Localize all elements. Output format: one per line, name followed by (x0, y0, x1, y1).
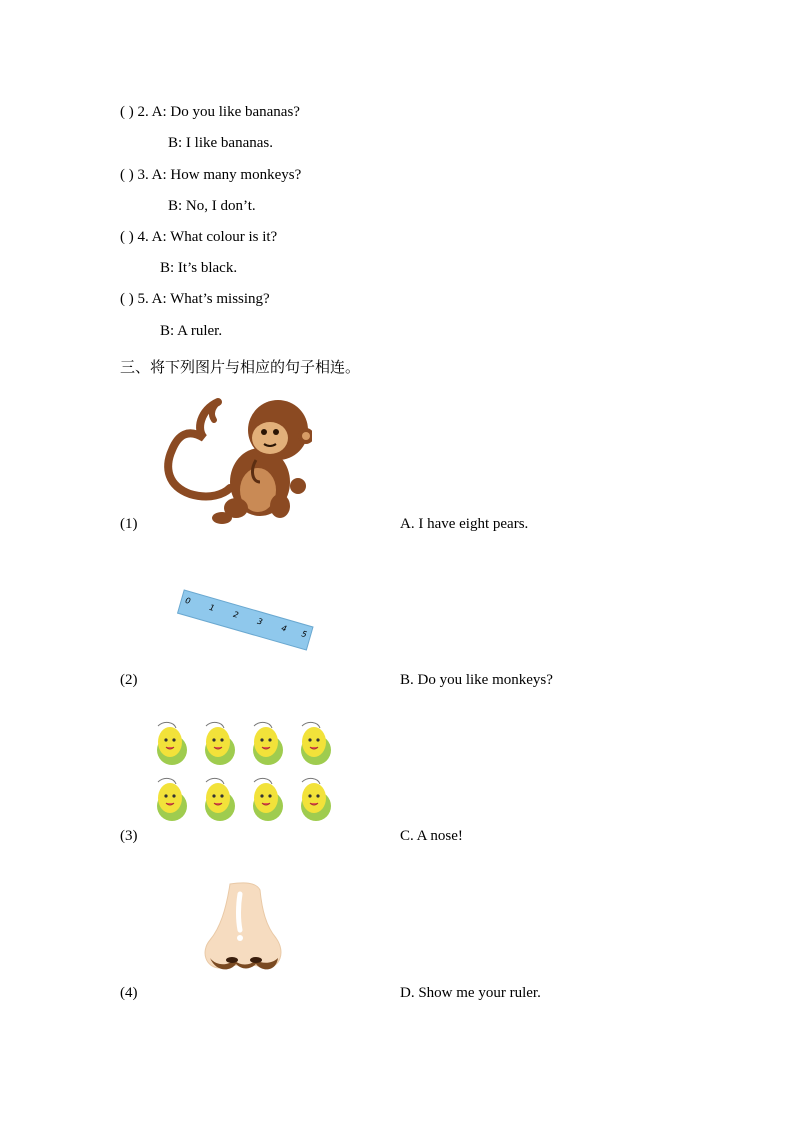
ruler-mark-3: 3 (256, 616, 264, 627)
sentence-b: B. Do you like monkeys? (400, 672, 553, 688)
question-4-a: ( ) 4. A: What colour is it? (120, 229, 278, 245)
sentence-a: A. I have eight pears. (400, 516, 529, 532)
section-3-title: 三、将下列图片与相应的句子相连。 (120, 358, 361, 376)
question-4-b: B: It’s black. (160, 260, 238, 276)
item-1-label: (1) (120, 516, 138, 532)
ruler-picture (172, 586, 318, 656)
question-2-b: B: I like bananas. (168, 135, 273, 151)
question-5-b: B: A ruler. (160, 323, 223, 339)
question-3-a: ( ) 3. A: How many monkeys? (120, 167, 302, 183)
item-4-label: (4) (120, 985, 138, 1001)
question-3-b: B: No, I don’t. (168, 198, 256, 214)
sentence-d: D. Show me your ruler. (400, 985, 541, 1001)
item-2-label: (2) (120, 672, 138, 688)
question-5-a: ( ) 5. A: What’s missing? (120, 291, 270, 307)
ruler-mark-2: 2 (232, 609, 240, 620)
ruler-mark-1: 1 (208, 602, 216, 613)
monkey-picture (160, 390, 312, 530)
item-3-label: (3) (120, 828, 138, 844)
question-2-a: ( ) 2. A: Do you like bananas? (120, 104, 300, 120)
sentence-c: C. A nose! (400, 828, 463, 844)
eight-pears-picture (152, 718, 342, 828)
nose-picture (200, 880, 286, 976)
ruler-mark-0: 0 (184, 595, 192, 607)
ruler-mark-4: 4 (280, 623, 288, 634)
ruler-mark-5: 5 (300, 629, 308, 640)
